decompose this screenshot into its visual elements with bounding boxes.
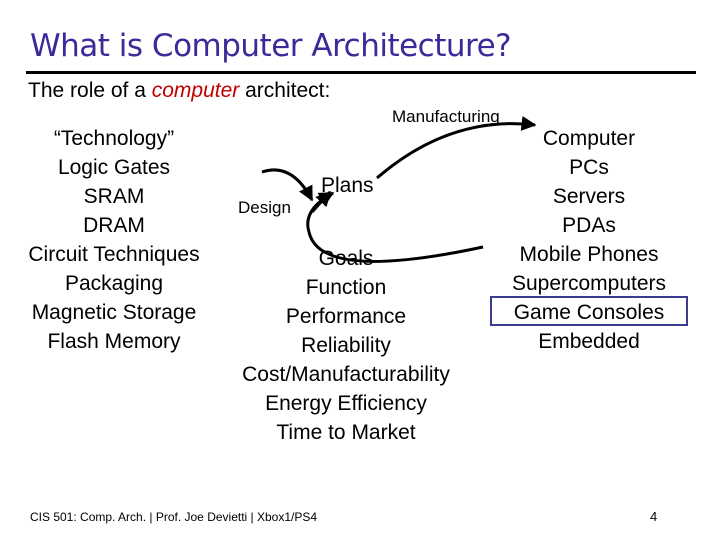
goals-item: Performance bbox=[285, 305, 407, 328]
computer-item: PCs bbox=[569, 156, 609, 179]
subtitle-accent: computer bbox=[151, 79, 240, 102]
computer-item: Game Consoles bbox=[513, 301, 665, 324]
computer-item: Embedded bbox=[538, 330, 640, 353]
slide-title: What is Computer Architecture? bbox=[30, 28, 512, 64]
computer-item: Servers bbox=[552, 185, 626, 208]
subtitle-suffix: architect: bbox=[239, 79, 331, 102]
technology-item: Magnetic Storage bbox=[31, 301, 197, 324]
goals-to-plans-arrow bbox=[308, 193, 483, 261]
goals-item: Function bbox=[305, 276, 387, 299]
goals-item: Energy Efficiency bbox=[265, 392, 427, 415]
technology-item: SRAM bbox=[83, 185, 145, 208]
plans-label: Plans bbox=[321, 174, 374, 197]
technology-item: DRAM bbox=[83, 214, 145, 237]
goals-item: Reliability bbox=[301, 334, 391, 357]
technology-heading: “Technology” bbox=[53, 127, 175, 150]
computer-item: PDAs bbox=[562, 214, 616, 237]
subtitle-prefix: The role of a bbox=[28, 79, 152, 102]
page-number: 4 bbox=[650, 509, 658, 524]
computer-item: Mobile Phones bbox=[519, 243, 659, 266]
technology-item: Packaging bbox=[64, 272, 164, 295]
technology-item: Logic Gates bbox=[57, 156, 171, 179]
technology-item: Circuit Techniques bbox=[28, 243, 200, 266]
slide-footer: CIS 501: Comp. Arch. | Prof. Joe Devietti | Xbox1/PS4 bbox=[30, 510, 318, 524]
computer-item: Supercomputers bbox=[511, 272, 667, 295]
technology-item: Flash Memory bbox=[47, 330, 181, 353]
technology-to-design-arrow bbox=[262, 170, 312, 200]
design-label: Design bbox=[238, 198, 291, 217]
plans-to-computer-arrow bbox=[377, 124, 535, 178]
goals-item: Cost/Manufacturability bbox=[242, 363, 450, 386]
goals-item: Time to Market bbox=[276, 421, 416, 444]
computer-heading: Computer bbox=[542, 127, 636, 150]
manufacturing-label: Manufacturing bbox=[392, 107, 500, 126]
goals-heading: Goals bbox=[318, 247, 374, 270]
